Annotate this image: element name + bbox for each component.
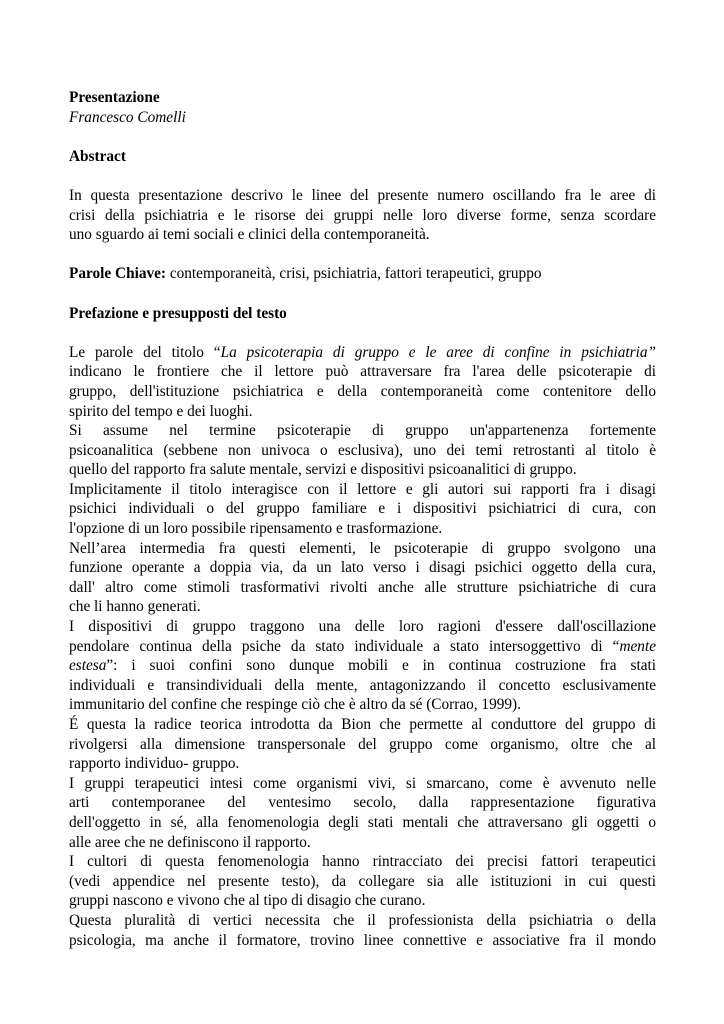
paragraph-line: quello del rapporto fra salute mentale, servizi e dispositivi psicoanalitici di gruppo.	[69, 461, 577, 479]
paragraph-line: Si assume nel termine psicoterapie di gruppo un'appartenenza fortemente	[69, 422, 656, 440]
paragraph-line: indicano le frontiere che il lettore può attraversare fra l'area delle psicoterapie di	[69, 363, 656, 381]
paragraph-line: dall' altro come stimoli trasformativi rivolti anche alle strutture psichiatriche di cura	[69, 578, 656, 596]
paragraph-line: l'opzione di un loro possibile ripensamento e trasformazione.	[69, 520, 443, 538]
paragraph-line: rapporto individuo- gruppo.	[69, 755, 240, 773]
paragraph-line	[69, 343, 656, 363]
paragraph-line: funzione operante a doppia via, da un lato verso i disagi psichici oggetto della cura,	[69, 559, 656, 577]
paragraph-line: rivolgersi alla dimensione transpersonale del gruppo come organismo, oltre che al	[69, 735, 656, 753]
paragraph-line: alle aree che ne definiscono il rapporto.	[69, 833, 311, 851]
text-run: pendolare continua della psiche da stato individuale a stato intersoggettivo di “	[69, 637, 620, 655]
paragraph-line: Nell’area intermedia fra questi elementi, le psicoterapie di gruppo svolgono una	[69, 539, 656, 557]
paragraph-line: dell'oggetto in sé, alla fenomenologia degli stati mentali che attraversano gli oggetti o	[69, 813, 656, 831]
paragraph-line: Implicitamente il titolo interagisce con il lettore e gli autori sui rapporti fra i disagi	[69, 480, 656, 498]
paragraph-line: spirito del tempo e dei luoghi.	[69, 402, 253, 420]
section-heading: Prefazione e presupposti del testo	[69, 304, 287, 322]
paragraph-line: I gruppi terapeutici intesi come organismi vivi, si smarcano, come è avvenuto nelle	[69, 774, 656, 792]
abstract-line: crisi della psichiatria e le risorse dei gruppi nelle loro diverse forme, senza scordare	[69, 206, 656, 224]
paragraph-line: psicoanalitica (sebbene non univoca o esclusiva), uno dei temi retrostanti al titolo è	[69, 441, 656, 459]
paragraph-line: (vedi appendice nel presente testo), da collegare sia alle istituzioni in cui questi	[69, 872, 656, 890]
keywords-label: Parole Chiave:	[69, 265, 167, 283]
paragraph-line: gruppi nascono e vivono che al tipo di disagio che curano.	[69, 892, 426, 910]
abstract-heading: Abstract	[69, 147, 126, 165]
abstract-line: In questa presentazione descrivo le linee del presente numero oscillando fra le aree di	[69, 186, 656, 204]
text-run: ”: i suoi confini sono dunque mobili e in continua costruzione fra stati	[106, 657, 656, 675]
keywords	[69, 264, 656, 284]
paragraph-line: arti contemporanee del ventesimo secolo, dalla rappresentazione figurativa	[69, 794, 656, 812]
author-name: Francesco Comelli	[69, 108, 186, 126]
paragraph-line: immunitario del confine che respinge ciò che è altro da sé (Corrao, 1999).	[69, 696, 521, 714]
paragraph-line: I dispositivi di gruppo traggono una delle loro ragioni d'essere dall'oscillazione	[69, 618, 656, 636]
paragraph-line	[69, 656, 656, 676]
paragraph-line: individuali e transindividuali della mente, antagonizzando il concetto esclusivamente	[69, 676, 656, 694]
paragraph-line: É questa la radice teorica introdotta da Bion che permette al conduttore del gruppo di	[69, 716, 656, 733]
paragraph-line: che li hanno generati.	[69, 598, 201, 616]
italic-term: mente	[619, 637, 656, 655]
paragraph-line	[69, 637, 656, 657]
keywords-text: contemporaneità, crisi, psichiatria, fattori terapeutici, gruppo	[166, 265, 542, 283]
document-page	[69, 88, 656, 950]
document-title: Presentazione	[69, 89, 160, 106]
paragraph-line: psichici individuali o del gruppo familiare e i dispositivi psichiatrici di cura, con	[69, 500, 656, 518]
abstract-line: uno sguardo ai temi sociali e clinici della contemporaneità.	[69, 226, 430, 244]
italic-term: estesa	[69, 657, 107, 675]
paragraph-line: I cultori di questa fenomenologia hanno rintracciato dei precisi fattori terapeutici	[69, 853, 656, 871]
paragraph-line: Questa pluralità di vertici necessita che il professionista della psichiatria o della	[69, 911, 656, 929]
paragraph-line: psicologia, ma anche il formatore, trovino linee connettive e associative fra il mondo	[69, 931, 656, 949]
title-quote: La psicoterapia di gruppo e le aree di confine in psichiatria”	[220, 343, 656, 361]
text-run: Le parole del titolo “	[69, 343, 221, 361]
paragraph-line: gruppo, dell'istituzione psichiatrica e della contemporaneità come contenitore dello	[69, 382, 656, 400]
